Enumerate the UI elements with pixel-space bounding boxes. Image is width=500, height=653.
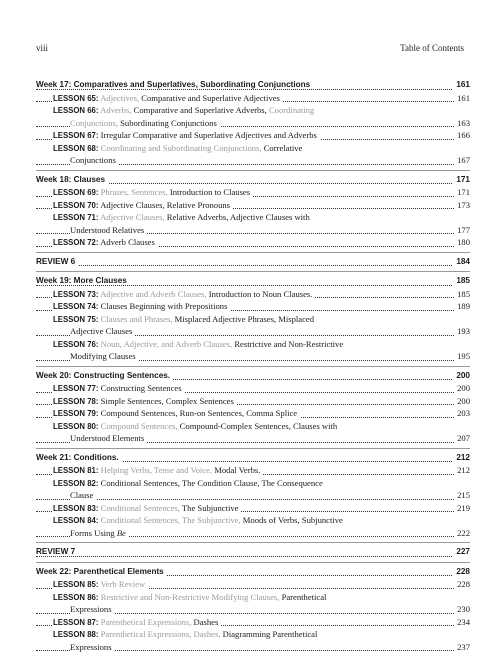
page-ref: 215 — [454, 489, 470, 502]
lesson-label: LESSON 85: — [53, 580, 99, 589]
week-title: REVIEW 7 — [36, 547, 75, 556]
lesson-label: LESSON 69: — [53, 188, 99, 197]
entry-text — [70, 528, 129, 538]
new-topics: Forms Using — [70, 528, 115, 538]
lesson-entry — [36, 477, 470, 490]
week-entry — [36, 275, 470, 288]
review-topics: Adjectives, — [100, 93, 139, 103]
page-ref: 212 — [454, 464, 470, 477]
review-topics: Helping Verbs, Tense and Voice, — [101, 465, 212, 475]
week-entry — [36, 174, 470, 187]
section-divider — [36, 542, 470, 543]
entry-text — [53, 93, 283, 103]
new-topics: Correlative — [264, 143, 303, 153]
entry-text — [53, 105, 317, 115]
lesson-continuation — [36, 603, 470, 616]
new-topics: Modifying Clauses — [70, 351, 136, 361]
new-topics: Diagramming Parenthetical — [223, 629, 318, 639]
review-topics: Parenthetical Expressions, — [101, 617, 192, 627]
italic-term: Be — [117, 528, 126, 538]
page-ref: 189 — [454, 300, 470, 313]
page-ref: 171 — [453, 174, 470, 187]
lesson-entry — [36, 199, 470, 212]
page-ref: 167 — [454, 154, 470, 167]
lesson-entry — [36, 129, 470, 142]
page-number: viii — [36, 43, 48, 53]
lesson-entry — [36, 236, 470, 249]
entry-text — [70, 490, 96, 500]
new-topics: Dashes — [194, 617, 219, 627]
page-ref: 161 — [454, 92, 470, 105]
entry-text — [36, 547, 78, 556]
review-topics: Coordinating and Subordinating Conjunctions, — [101, 143, 262, 153]
new-topics: Clauses Beginning with Prepositions — [101, 301, 228, 311]
page-ref: 228 — [454, 578, 470, 591]
new-topics: Restrictive and Non-Restrictive — [234, 339, 343, 349]
review-topics: Parenthetical Expressions, Dashes, — [101, 629, 221, 639]
page-ref: 212 — [453, 452, 470, 465]
lesson-entry — [36, 395, 470, 408]
new-topics: Adjective Clauses, Relative Pronouns — [100, 200, 230, 210]
entry-text — [70, 118, 220, 128]
page-ref: 180 — [454, 236, 470, 249]
new-topics: Comparative and Superlative Adverbs, — [134, 105, 267, 115]
lesson-label: LESSON 75: — [53, 315, 99, 324]
page-ref: 227 — [453, 546, 470, 559]
dot-leader — [36, 265, 470, 266]
entry-text — [53, 301, 230, 311]
lesson-entry — [36, 628, 470, 641]
lesson-entry — [36, 104, 470, 117]
lesson-entry — [36, 616, 470, 629]
new-topics: Moods of Verbs, Subjunctive — [243, 515, 343, 525]
page-ref: 200 — [454, 382, 470, 395]
lesson-label: LESSON 65: — [53, 94, 99, 103]
lesson-entry — [36, 92, 470, 105]
dot-leader — [36, 499, 470, 500]
entry-text — [53, 503, 241, 513]
entry-text — [70, 326, 135, 336]
entry-text — [53, 314, 317, 324]
new-topics: Clause — [70, 490, 93, 500]
page-ref: 173 — [454, 199, 470, 212]
new-topics: Subordinating Conjunctions — [120, 118, 217, 128]
entry-text — [53, 200, 233, 210]
entry-text — [36, 80, 313, 89]
lesson-label: LESSON 76: — [53, 340, 99, 349]
lesson-entry — [36, 464, 470, 477]
entry-text — [53, 383, 185, 393]
new-topics: Constructing Sentences — [101, 383, 182, 393]
lesson-label: LESSON 84: — [53, 516, 99, 525]
lesson-label: LESSON 78: — [53, 397, 99, 406]
page-ref: 166 — [454, 129, 470, 142]
page-ref: 203 — [454, 407, 470, 420]
week-title: Week 20: Constructing Sentences. — [36, 371, 170, 380]
lesson-continuation — [36, 527, 470, 540]
week-title: REVIEW 6 — [36, 257, 75, 266]
entry-text — [70, 604, 115, 614]
lesson-label: LESSON 66: — [53, 106, 99, 115]
lesson-label: LESSON 82: — [53, 479, 99, 488]
entry-text — [53, 396, 237, 406]
lesson-entry — [36, 313, 470, 326]
week-title: Week 18: Clauses — [36, 175, 105, 184]
page-ref: 219 — [454, 502, 470, 515]
section-divider — [36, 271, 470, 272]
page-ref: 230 — [454, 603, 470, 616]
new-topics: Understood Elements — [70, 433, 144, 443]
new-topics: Compound Sentences, Run-on Sentences, Comma Splice — [101, 408, 297, 418]
lesson-continuation — [36, 154, 470, 167]
lesson-continuation — [36, 350, 470, 363]
lesson-entry — [36, 211, 470, 224]
lesson-label: LESSON 74: — [53, 302, 99, 311]
review-topics: Conditional Sentences, — [101, 503, 180, 513]
lesson-entry — [36, 142, 470, 155]
lesson-label: LESSON 81: — [53, 466, 99, 475]
entry-text — [53, 592, 329, 602]
week-title: Week 17: Comparatives and Superlatives, Subordinating Conjunctions — [36, 80, 310, 89]
page-ref: 171 — [454, 186, 470, 199]
new-topics: Adverb Clauses — [100, 237, 155, 247]
page-ref: 222 — [454, 527, 470, 540]
new-topics: Conditional Sentences, The Condition Clause, The Consequence — [101, 478, 323, 488]
lesson-entry — [36, 382, 470, 395]
entry-text — [53, 421, 340, 431]
page-ref: 163 — [454, 117, 470, 130]
lesson-label: LESSON 79: — [53, 409, 99, 418]
week-entry — [36, 566, 470, 579]
section-divider — [36, 252, 470, 253]
new-topics: Misplaced Adjective Phrases, Misplaced — [175, 314, 314, 324]
week-title: Week 21: Conditions. — [36, 453, 119, 462]
entry-text — [36, 276, 130, 285]
lesson-label: LESSON 70: — [53, 201, 99, 210]
section-divider — [36, 170, 470, 171]
new-topics: Parenthetical — [282, 592, 327, 602]
running-header-title: Table of Contents — [400, 43, 464, 53]
new-topics: Understood Relatives — [70, 225, 144, 235]
lesson-entry — [36, 300, 470, 313]
entry-text — [53, 579, 148, 589]
review-topics: Noun, Adjective, and Adverb Clauses, — [101, 339, 233, 349]
week-title: Week 19: More Clauses — [36, 276, 127, 285]
review-topics: Restrictive and Non-Restrictive Modifying Clauses, — [101, 592, 280, 602]
page-ref: 177 — [454, 224, 470, 237]
entry-text — [70, 225, 147, 235]
page-ref: 184 — [453, 256, 470, 269]
lesson-continuation — [36, 224, 470, 237]
entry-text — [53, 408, 300, 418]
lesson-label: LESSON 80: — [53, 422, 99, 431]
lesson-label: LESSON 86: — [53, 593, 99, 602]
entry-text — [53, 629, 320, 639]
entry-text — [53, 187, 253, 197]
review-topics: Verb Review — [101, 579, 146, 589]
page-ref: 228 — [453, 566, 470, 579]
entry-text — [53, 478, 326, 488]
review-topics: Adverbs, — [100, 105, 131, 115]
review-topics: Adjective Clauses, — [100, 212, 164, 222]
new-topics: Introduction to Clauses — [170, 187, 250, 197]
new-topics: Adjective Clauses — [70, 326, 132, 336]
page-ref: 195 — [454, 350, 470, 363]
review-topics: Coordinating — [269, 105, 314, 115]
lesson-label: LESSON 87: — [53, 618, 99, 627]
lesson-entry — [36, 288, 470, 301]
new-topics: Simple Sentences, Complex Sentences — [101, 396, 234, 406]
entry-text — [36, 257, 78, 266]
lesson-entry — [36, 407, 470, 420]
page-ref: 237 — [454, 641, 470, 653]
section-divider — [36, 448, 470, 449]
lesson-continuation — [36, 489, 470, 502]
lesson-continuation — [36, 325, 470, 338]
lesson-entry — [36, 578, 470, 591]
entry-text — [53, 143, 305, 153]
lesson-entry — [36, 502, 470, 515]
lesson-label: LESSON 71: — [53, 213, 99, 222]
entry-text — [53, 515, 346, 525]
lesson-continuation — [36, 432, 470, 445]
lesson-label: LESSON 83: — [53, 504, 99, 513]
lesson-entry — [36, 591, 470, 604]
table-of-contents — [36, 79, 470, 653]
lesson-entry — [36, 514, 470, 527]
new-topics: Modal Verbs. — [214, 465, 260, 475]
running-header — [36, 43, 464, 57]
lesson-label: LESSON 77: — [53, 384, 99, 393]
entry-text — [53, 130, 320, 140]
week-entry — [36, 452, 470, 465]
lesson-continuation — [36, 117, 470, 130]
new-topics: Introduction to Noun Clauses. — [209, 289, 313, 299]
lesson-label: LESSON 73: — [53, 290, 99, 299]
entry-text — [53, 339, 346, 349]
lesson-entry — [36, 186, 470, 199]
page-ref: 193 — [454, 325, 470, 338]
new-topics: The Subjunctive — [182, 503, 239, 513]
section-divider — [36, 366, 470, 367]
section-divider — [36, 562, 470, 563]
entry-text — [70, 433, 147, 443]
review-topics: Adjective and Adverb Clauses, — [100, 289, 206, 299]
entry-text — [53, 212, 313, 222]
entry-text — [36, 567, 167, 576]
lesson-label: LESSON 68: — [53, 144, 99, 153]
dot-leader — [36, 556, 470, 557]
entry-text — [53, 237, 158, 247]
lesson-label: LESSON 88: — [53, 630, 99, 639]
page-ref: 234 — [454, 616, 470, 629]
lesson-label: LESSON 67: — [53, 131, 99, 140]
entry-text — [70, 155, 119, 165]
new-topics: Relative Adverbs, Adjective Clauses with — [167, 212, 310, 222]
page-ref: 185 — [453, 275, 470, 288]
week-entry — [36, 79, 470, 92]
new-topics: Expressions — [70, 642, 112, 652]
lesson-entry — [36, 420, 470, 433]
new-topics: Compound-Complex Sentences, Clauses with — [180, 421, 338, 431]
new-topics: Irregular Comparative and Superlative Adjectives and Adverbs — [101, 130, 317, 140]
page-ref: 185 — [454, 288, 470, 301]
page-ref: 161 — [453, 79, 470, 92]
entry-text — [36, 371, 173, 380]
new-topics: Expressions — [70, 604, 112, 614]
lesson-label: LESSON 72: — [53, 238, 99, 247]
page-ref: 200 — [453, 370, 470, 383]
new-topics: Comparative and Superlative Adjectives — [141, 93, 280, 103]
entry-text — [36, 453, 122, 462]
entry-text — [53, 465, 263, 475]
week-title: Week 22: Parenthetical Elements — [36, 567, 164, 576]
lesson-entry — [36, 338, 470, 351]
entry-text — [53, 617, 221, 627]
entry-text — [36, 175, 108, 184]
review-topics: Conditional Sentences, The Subjunctive, — [101, 515, 241, 525]
week-entry — [36, 546, 470, 559]
new-topics: Conjunctions — [70, 155, 116, 165]
review-topics: Phrases, Sentences, — [101, 187, 168, 197]
review-topics: Compound Sentences, — [101, 421, 178, 431]
review-topics: Conjunctions, — [70, 118, 118, 128]
week-entry — [36, 256, 470, 269]
page-ref: 200 — [454, 395, 470, 408]
entry-text — [53, 289, 315, 299]
week-entry — [36, 370, 470, 383]
review-topics: Clauses and Phrases, — [101, 314, 173, 324]
page-ref: 207 — [454, 432, 470, 445]
entry-text — [70, 351, 139, 361]
